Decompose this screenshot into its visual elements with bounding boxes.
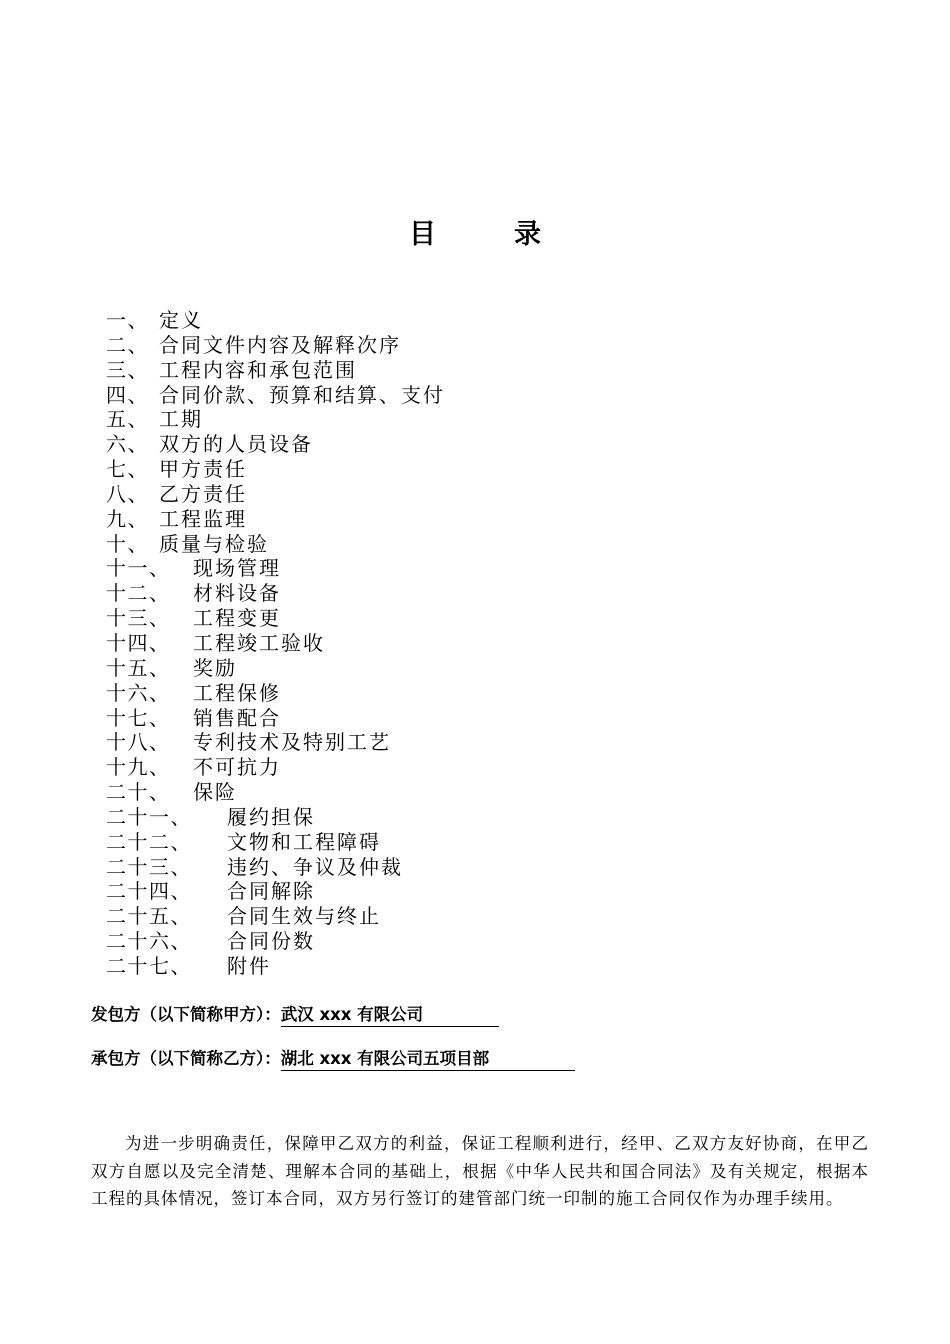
toc-item-number: 十八、: [106, 730, 171, 755]
toc-item-number: 七、: [106, 457, 149, 482]
toc-item: [106, 457, 806, 482]
toc-item-number: 一、: [106, 308, 149, 332]
toc-item: [106, 606, 806, 631]
toc-item: [106, 532, 806, 557]
preamble-paragraph: 为进一步明确责任，保障甲乙双方的利益，保证工程顺利进行，经甲、乙双方友好协商，在甲乙双方自愿以及完全清楚、理解本合同的基础上，根据《中华人民共和国合同法》及有关规定，根据本工程的具体情况，签订本合同，双方另行签订的建管部门统一印制的施工合同仅作为办理手续用。: [91, 1134, 869, 1208]
toc-item: [106, 358, 806, 383]
toc-item: [106, 556, 806, 581]
toc-item: [106, 631, 806, 656]
toc-item-number: 十三、: [106, 606, 171, 631]
toc-item: [106, 855, 806, 880]
toc-item-number: 十六、: [106, 680, 171, 705]
toc-item-label: 现场管理: [193, 556, 281, 581]
toc-item-number: 十五、: [106, 655, 171, 680]
title-char-left: 目: [409, 219, 436, 250]
party-a-label: 发包方（以下简称甲方）：: [91, 1005, 281, 1024]
toc-item-label: 材料设备: [193, 581, 281, 606]
toc-item: [106, 681, 806, 706]
toc-item-number: 九、: [106, 506, 149, 531]
party-b-line: [91, 1045, 575, 1071]
toc-item-label: 工程内容和承包范围: [159, 357, 357, 382]
page-title: [0, 212, 950, 251]
toc-item: [106, 730, 806, 755]
toc-item-label: 违约、争议及仲裁: [227, 854, 403, 879]
toc-item: [106, 383, 806, 408]
toc-item-label: 销售配合: [193, 705, 281, 730]
toc-item-number: 十四、: [106, 630, 171, 655]
toc-item-number: 二十、: [106, 780, 171, 805]
toc-item: [106, 755, 806, 780]
toc-item: [106, 780, 806, 805]
toc-item-label: 合同文件内容及解释次序: [159, 332, 401, 357]
toc-item: [106, 333, 806, 358]
toc-item-number: 二十四、: [106, 879, 192, 904]
toc-item: [106, 432, 806, 457]
toc-item-label: 合同生效与终止: [227, 904, 381, 929]
table-of-contents: [106, 308, 806, 979]
toc-item-number: 十一、: [106, 556, 171, 581]
toc-item: [106, 507, 806, 532]
toc-item-label: 附件: [227, 953, 271, 978]
toc-item-number: 五、: [106, 407, 149, 432]
toc-item-label: 合同份数: [227, 929, 315, 954]
toc-item-number: 八、: [106, 481, 149, 506]
toc-item-label: 履约担保: [227, 804, 315, 829]
toc-item-label: 质量与检验: [159, 531, 269, 556]
toc-item-label: 乙方责任: [159, 481, 247, 506]
toc-item-label: 工程竣工验收: [193, 630, 325, 655]
toc-item-number: 四、: [106, 382, 149, 407]
toc-item-number: 二十二、: [106, 829, 192, 854]
toc-item-label: 保险: [193, 780, 237, 805]
toc-item-number: 二十三、: [106, 854, 192, 879]
title-char-right: 录: [514, 219, 541, 250]
toc-item-number: 六、: [106, 432, 149, 457]
toc-item: [106, 581, 806, 606]
toc-item-label: 工程变更: [193, 606, 281, 631]
toc-item-number: 二十五、: [106, 904, 192, 929]
toc-item: [106, 879, 806, 904]
toc-item: [106, 805, 806, 830]
toc-item: [106, 656, 806, 681]
toc-item-number: 二十六、: [106, 929, 192, 954]
toc-item: [106, 954, 806, 979]
toc-item-label: 工程保修: [193, 680, 281, 705]
toc-item-number: 二、: [106, 332, 149, 357]
toc-item: [106, 308, 806, 333]
toc-item: [106, 929, 806, 954]
toc-item-number: 十二、: [106, 581, 171, 606]
toc-item-label: 文物和工程障碍: [227, 829, 381, 854]
party-a-line: [91, 1001, 499, 1027]
toc-item-label: 定义: [159, 308, 203, 332]
toc-item: [106, 706, 806, 731]
party-a-name: 武汉 xxx 有限公司: [281, 1001, 499, 1027]
toc-item-number: 二十一、: [106, 804, 192, 829]
toc-item-label: 不可抗力: [193, 755, 281, 780]
toc-item-number: 十、: [106, 531, 149, 556]
toc-item-number: 三、: [106, 357, 149, 382]
toc-item-label: 专利技术及特别工艺: [193, 730, 391, 755]
toc-item-number: 十九、: [106, 755, 171, 780]
toc-item-label: 工期: [159, 407, 203, 432]
toc-item: [106, 904, 806, 929]
toc-item: [106, 407, 806, 432]
toc-item-label: 合同价款、预算和结算、支付: [159, 382, 445, 407]
toc-item-label: 工程监理: [159, 506, 247, 531]
toc-item-label: 合同解除: [227, 879, 315, 904]
party-b-name: 湖北 xxx 有限公司五项目部: [281, 1045, 575, 1071]
party-b-label: 承包方（以下简称乙方）：: [91, 1049, 281, 1068]
toc-item: [106, 482, 806, 507]
toc-item-label: 双方的人员设备: [159, 432, 313, 457]
toc-item: [106, 830, 806, 855]
toc-item-number: 二十七、: [106, 953, 192, 978]
toc-item-label: 奖励: [193, 655, 237, 680]
toc-item-label: 甲方责任: [159, 457, 247, 482]
toc-item-number: 十七、: [106, 705, 171, 730]
